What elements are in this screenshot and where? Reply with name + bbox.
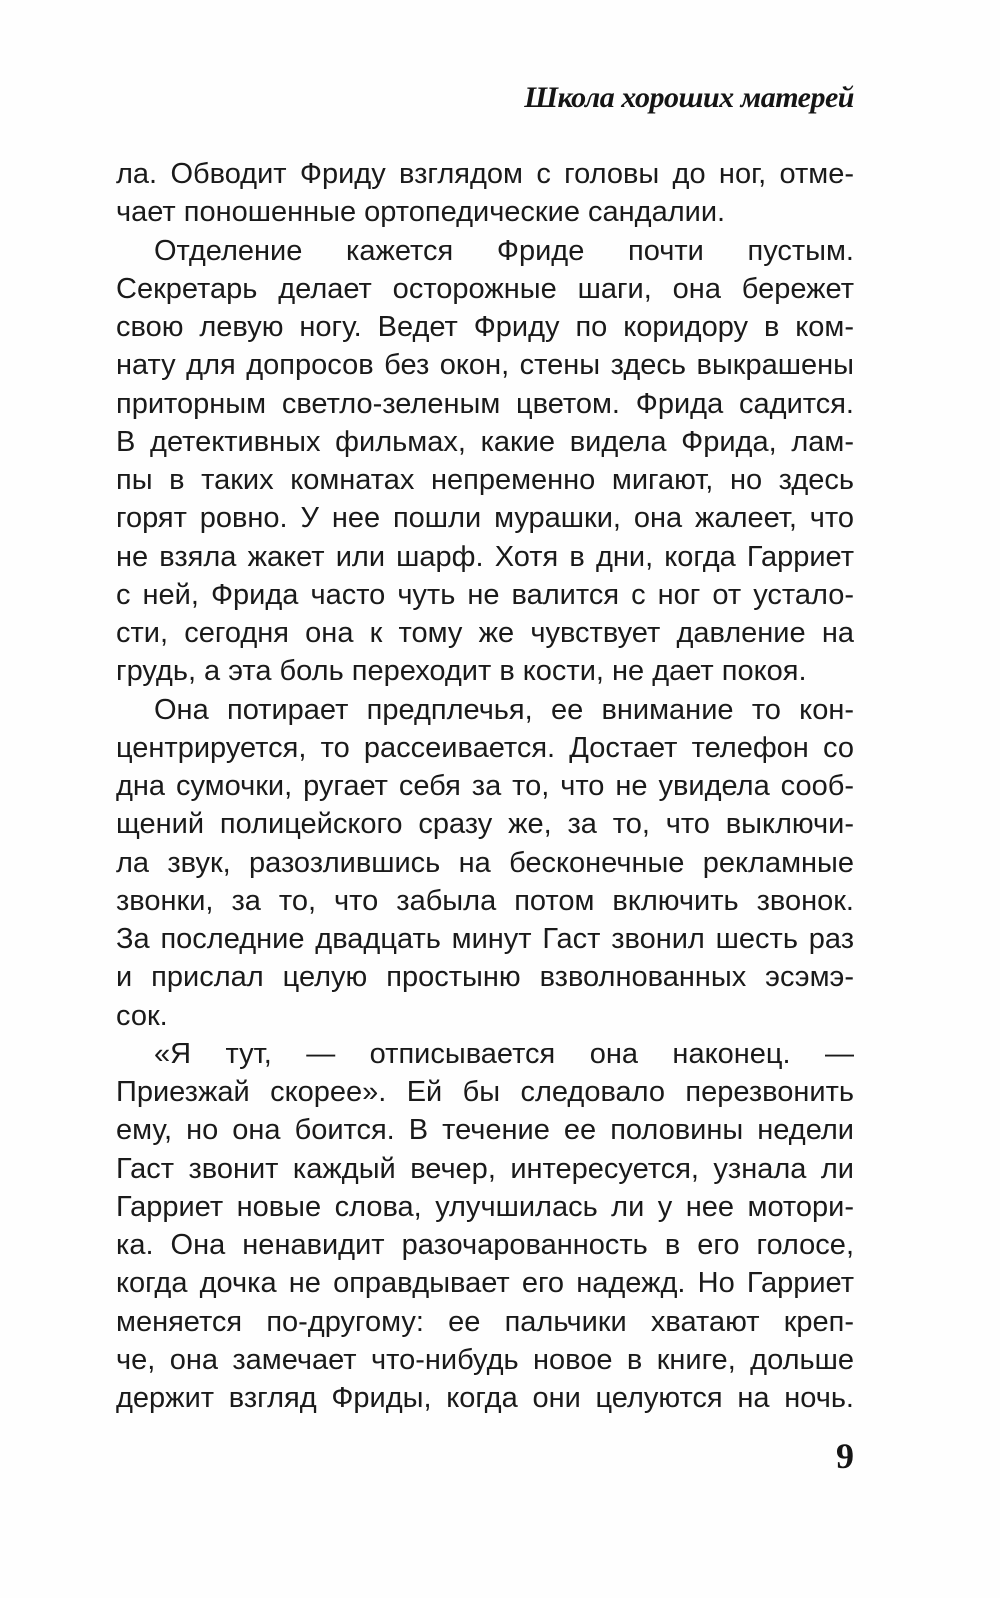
text-line: Гарриет новые слова, улучшилась ли у нее мотори- (116, 1190, 854, 1223)
text-line: ла звук, разозлившись на бесконечные рекламные (116, 846, 854, 879)
text-line: В детективных фильмах, какие видела Фрида, лам- (116, 425, 854, 458)
running-head: Школа хороших матерей (524, 81, 854, 114)
text-line: «Я тут, — отписывается она наконец. — (154, 1037, 854, 1070)
text-line: Гаст звонит каждый вечер, интересуется, узнала ли (116, 1152, 854, 1185)
text-line: щений полицейского сразу же, за то, что выключи- (116, 808, 854, 841)
text-line: с ней, Фрида часто чуть не валится с ног от устало- (116, 578, 854, 611)
text-line: свою левую ногу. Ведет Фриду по коридору в ком- (116, 311, 854, 343)
text-line: Она потирает предплечья, ее внимание то кон- (154, 693, 854, 726)
text-line: ла. Обводит Фриду взглядом с головы до ног, отме- (116, 158, 854, 190)
text-line: За последние двадцать минут Гаст звонил шесть раз (116, 923, 854, 955)
text-line: меняется по-другому: ее пальчики хватают креп- (116, 1305, 854, 1338)
text-line: центрируется, то рассеивается. Достает телефон со (116, 731, 854, 764)
text-line: ему, но она боится. В течение ее половины недели (116, 1114, 854, 1147)
text-line: пы в таких комнатах непременно мигают, но здесь (116, 464, 854, 496)
text-line: Секретарь делает осторожные шаги, она бережет (116, 272, 854, 305)
text-line: не взяла жакет или шарф. Хотя в дни, когда Гарриет (116, 540, 854, 573)
text-line: Приезжай скорее». Ей бы следовало перезвонить (116, 1076, 854, 1108)
text-line: Отделение кажется Фриде почти пустым. (154, 234, 854, 267)
text-line: сти, сегодня она к тому же чувствует давление на (116, 617, 854, 649)
text-line: ка. Она ненавидит разочарованность в его голосе, (116, 1229, 854, 1261)
text-line: че, она замечает что-нибудь новое в книге, дольше (116, 1343, 854, 1376)
page-number: 9 (836, 1436, 854, 1476)
text-line: сок. (116, 999, 168, 1032)
text-line: держит взгляд Фриды, когда они целуются на ночь. (116, 1382, 854, 1414)
body-text (116, 155, 854, 1417)
text-line: горят ровно. У нее пошли мурашки, она жалеет, что (116, 502, 854, 535)
text-line: и прислал целую простыню взволнованных эсэмэ- (116, 961, 854, 994)
text-line: приторным светло-зеленым цветом. Фрида садится. (116, 387, 854, 420)
text-line: когда дочка не оправдывает его надежд. Но Гарриет (116, 1267, 854, 1300)
text-line: грудь, а эта боль переходит в кости, не дает покоя. (116, 655, 807, 688)
text-line: нату для допросов без окон, стены здесь выкрашены (116, 349, 854, 382)
text-line: звонки, за то, что забыла потом включить звонок. (116, 884, 854, 917)
text-line: дна сумочки, ругает себя за то, что не увидела сооб- (116, 770, 854, 802)
text-line: чает поношенные ортопедические сандалии. (116, 196, 726, 229)
